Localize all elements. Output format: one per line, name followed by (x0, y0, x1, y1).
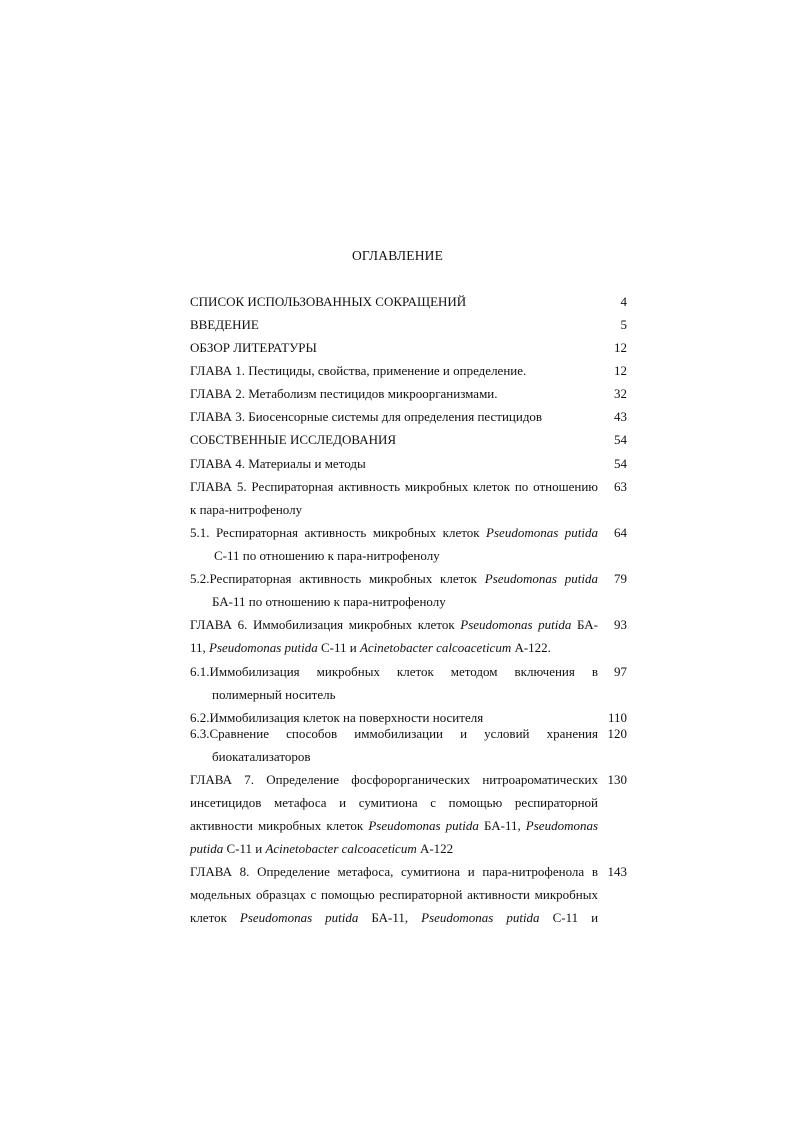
toc-entry-ch7-line3 (190, 818, 598, 834)
toc-italic-species: Pseudomonas putida (368, 818, 479, 833)
toc-page-intro: 5 (620, 317, 627, 332)
toc-entry-ch7-line1: ГЛАВА 7. Определение фосфорорганических нитроароматических (190, 772, 598, 787)
toc-entry-s6-3-line1: 6.3.Сравнение способов иммобилизации и условий хранения (190, 726, 598, 741)
toc-entry-ch5-line1: ГЛАВА 5. Респираторная активность микробных клеток по отношению (190, 479, 598, 494)
toc-text: С-11 и (552, 910, 599, 925)
toc-entry-s6-2: 6.2.Иммобилизация клеток на поверхности носителя (190, 710, 484, 725)
toc-italic-species: Pseudomonas putida (486, 525, 598, 540)
toc-text: БА-11, (371, 910, 409, 925)
toc-text: активности микробных клеток (190, 818, 364, 833)
toc-entry-s5-1-line1 (190, 525, 598, 541)
toc-text: БА- (577, 617, 599, 632)
toc-page-s5-2: 79 (614, 571, 627, 586)
toc-text: 5.2.Респираторная активность микробных клеток (190, 571, 477, 586)
toc-page-s6-3: 120 (607, 726, 627, 741)
toc-italic-species: Pseudomonas putida (484, 571, 599, 586)
toc-entry-ch1: ГЛАВА 1. Пестициды, свойства, применение и определение. (190, 363, 527, 378)
toc-entry-ch7-line4 (190, 841, 453, 857)
toc-page-s6-1: 97 (614, 664, 627, 679)
toc-page-ch7: 130 (607, 772, 627, 787)
toc-text: 11, (190, 640, 206, 655)
toc-italic-species: Acinetobacter calcoaceticum (265, 841, 417, 856)
toc-italic-species: Pseudomonas putida (421, 910, 540, 925)
toc-page-own: 54 (614, 432, 627, 447)
toc-entry-ch7-line2: инсетицидов метафоса и сумитиона с помощью респираторной (190, 795, 598, 810)
toc-entry-s5-1-line2: С-11 по отношению к пара-нитрофенолу (214, 548, 440, 563)
toc-entry-intro: ВВЕДЕНИЕ (190, 317, 259, 332)
toc-page-ch4: 54 (614, 456, 627, 471)
toc-page-ch1: 12 (614, 363, 627, 378)
toc-entry-ch3: ГЛАВА 3. Биосенсорные системы для определения пестицидов (190, 409, 543, 424)
toc-entry-ch8-line1: ГЛАВА 8. Определение метафоса, сумитиона и пара-нитрофенола в (190, 864, 598, 879)
toc-entry-own: СОБСТВЕННЫЕ ИССЛЕДОВАНИЯ (190, 432, 397, 447)
toc-title: ОГЛАВЛЕНИЕ (351, 248, 444, 263)
toc-italic-species: Acinetobacter calcoaceticum (359, 640, 512, 655)
toc-italic-species: Pseudomonas putida (460, 617, 572, 632)
toc-page-ch2: 32 (614, 386, 627, 401)
toc-text: С-11 и (320, 640, 357, 655)
toc-page-s6-2: 110 (607, 710, 627, 725)
toc-entry-s5-2-line2: БА-11 по отношению к пара-нитрофенолу (212, 594, 446, 609)
toc-page-abbrev: 4 (620, 294, 627, 309)
toc-entry-s6-1-line1: 6.1.Иммобилизация микробных клеток методом включения в (190, 664, 598, 679)
toc-entry-s6-3-line2: биокатализаторов (212, 749, 311, 764)
toc-text: С-11 и (226, 841, 263, 856)
toc-italic-species: putida (190, 841, 224, 856)
toc-text: 5.1. Респираторная активность микробных клеток (190, 525, 480, 540)
toc-text: БА-11, (483, 818, 521, 833)
toc-page-review: 12 (614, 340, 627, 355)
toc-entry-ch2: ГЛАВА 2. Метаболизм пестицидов микроорганизмами. (190, 386, 498, 401)
toc-entry-ch5-line2: к пара-нитрофенолу (190, 502, 303, 517)
toc-page-ch8: 143 (607, 864, 627, 879)
toc-entry-review: ОБЗОР ЛИТЕРАТУРЫ (190, 340, 317, 355)
toc-entry-s6-1-line2: полимерный носитель (212, 687, 336, 702)
toc-italic-species: Pseudomonas (525, 818, 599, 833)
toc-entry-ch8-line3 (190, 910, 598, 926)
toc-entry-abbrev: СПИСОК ИСПОЛЬЗОВАННЫХ СОКРАЩЕНИЙ (190, 294, 467, 309)
toc-entry-s5-2-line1 (190, 571, 598, 587)
toc-entry-ch4: ГЛАВА 4. Материалы и методы (190, 456, 366, 471)
toc-page-s5-1: 64 (614, 525, 627, 540)
toc-italic-species: Pseudomonas putida (209, 640, 318, 655)
toc-page-ch3: 43 (614, 409, 627, 424)
toc-entry-ch6-line1 (190, 617, 598, 633)
toc-entry-ch6-line2 (190, 640, 551, 656)
toc-page-ch6: 93 (614, 617, 627, 632)
toc-text: ГЛАВА 6. Иммобилизация микробных клеток (190, 617, 455, 632)
toc-page-ch5: 63 (614, 479, 627, 494)
toc-text: А-122. (514, 640, 551, 655)
toc-text: клеток (190, 910, 227, 925)
toc-text: А-122 (419, 841, 454, 856)
toc-italic-species: Pseudomonas putida (239, 910, 359, 925)
toc-entry-ch8-line2: модельных образцах с помощью респираторной активности микробных (190, 887, 598, 902)
